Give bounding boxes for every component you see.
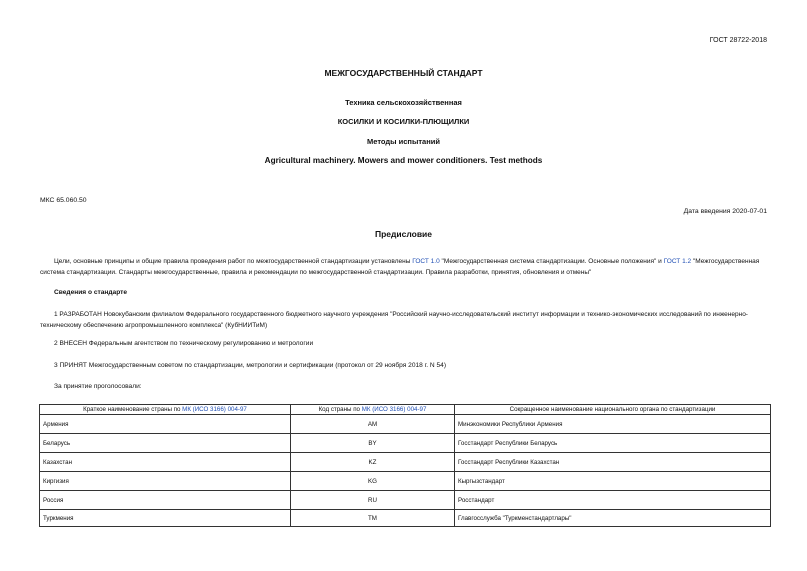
submitted-by-item: 2 ВНЕСЕН Федеральным агентством по техническому регулированию и метрологии: [54, 340, 314, 347]
title-english: Agricultural machinery. Mowers and mower conditioners. Test methods: [264, 156, 543, 165]
country-name-cell: Казахстан: [40, 453, 291, 472]
standards-body-cell: Госстандарт Республики Беларусь: [455, 434, 771, 453]
title-line-1: Техника сельскохозяйственная: [345, 98, 462, 107]
paragraph-text: "Межгосударственная система стандартизации. Стандарты межгосударственные, правила и рекомендации по межгосударственной стандартизации. Правила разработки, принятия, обновления и отмены": [40, 258, 760, 276]
voted-for-label: За принятие проголосовали:: [54, 383, 142, 390]
country-name-cell: Туркмения: [40, 510, 291, 527]
table-header-row: [40, 405, 771, 415]
table-row: [40, 434, 771, 453]
country-code-cell: KG: [291, 472, 455, 491]
title-line-3: Методы испытаний: [367, 137, 440, 146]
country-code-cell: RU: [291, 491, 455, 510]
voting-countries-table: [39, 404, 771, 527]
foreword-heading: Предисловие: [374, 229, 433, 239]
paragraph-text: "Межгосударственная система стандартизации. Основные положения" и: [439, 258, 664, 265]
standards-body-cell: Главгосслужба "Туркменстандартлары": [455, 510, 771, 527]
document-code: ГОСТ 28722-2018: [709, 37, 767, 44]
country-code-cell: KZ: [291, 453, 455, 472]
mk-iso-3166-link[interactable]: МК (ИСО 3166) 004-97: [182, 406, 247, 413]
table-row: [40, 491, 771, 510]
gost-1-2-link[interactable]: ГОСТ 1.2: [663, 258, 692, 265]
standards-body-cell: Минэкономики Республики Армения: [455, 415, 771, 434]
country-code-cell: BY: [291, 434, 455, 453]
country-name-cell: Киргизия: [40, 472, 291, 491]
introduction-date: Дата введения 2020-07-01: [683, 208, 767, 215]
paragraph-text: Цели, основные принципы и общие правила проведения работ по межгосударственной стандартизации установлены: [54, 258, 413, 265]
standard-title: МЕЖГОСУДАРСТВЕННЫЙ СТАНДАРТ: [324, 68, 483, 78]
mk-iso-3166-link[interactable]: МК (ИСО 3166) 004-97: [361, 406, 427, 413]
adopted-by-item: 3 ПРИНЯТ Межгосударственным советом по стандартизации, метрологии и сертификации (протокол от 29 ноября 2018 г. N 54): [54, 362, 447, 369]
country-name-cell: Армения: [40, 415, 291, 434]
title-line-2: КОСИЛКИ И КОСИЛКИ-ПЛЮЩИЛКИ: [337, 117, 470, 126]
country-name-cell: Россия: [40, 491, 291, 510]
country-code-cell: TM: [291, 510, 455, 527]
country-name-cell: Беларусь: [40, 434, 291, 453]
table-row: [40, 510, 771, 527]
standards-body-cell: Кыргызстандарт: [455, 472, 771, 491]
header-text: Краткое наименование страны по: [83, 406, 183, 413]
table-row: [40, 415, 771, 434]
standards-body-cell: Госстандарт Республики Казахстан: [455, 453, 771, 472]
header-text: Код страны по: [318, 406, 362, 413]
mks-code: МКС 65.060.50: [40, 197, 87, 204]
standards-body-cell: Росстандарт: [455, 491, 771, 510]
gost-1-0-link[interactable]: ГОСТ 1.0: [412, 258, 440, 265]
standard-info-heading: Сведения о стандарте: [54, 289, 128, 296]
table-row: [40, 472, 771, 491]
developed-by-item: 1 РАЗРАБОТАН Новокубанским филиалом Федерального государственного бюджетного научного учреждения "Российский научно-исследовательский институт информации и технико-экономических исследований по инженерно-техническому обеспечению агропромышленного комплекса" (КубНИИТиМ): [40, 311, 748, 329]
country-code-cell: AM: [291, 415, 455, 434]
table-row: [40, 453, 771, 472]
header-country-code: [291, 405, 455, 415]
header-standards-body: Сокращенное наименование национального органа по стандартизации: [455, 405, 771, 415]
foreword-paragraph: [40, 256, 769, 278]
header-country-name: [40, 405, 291, 415]
